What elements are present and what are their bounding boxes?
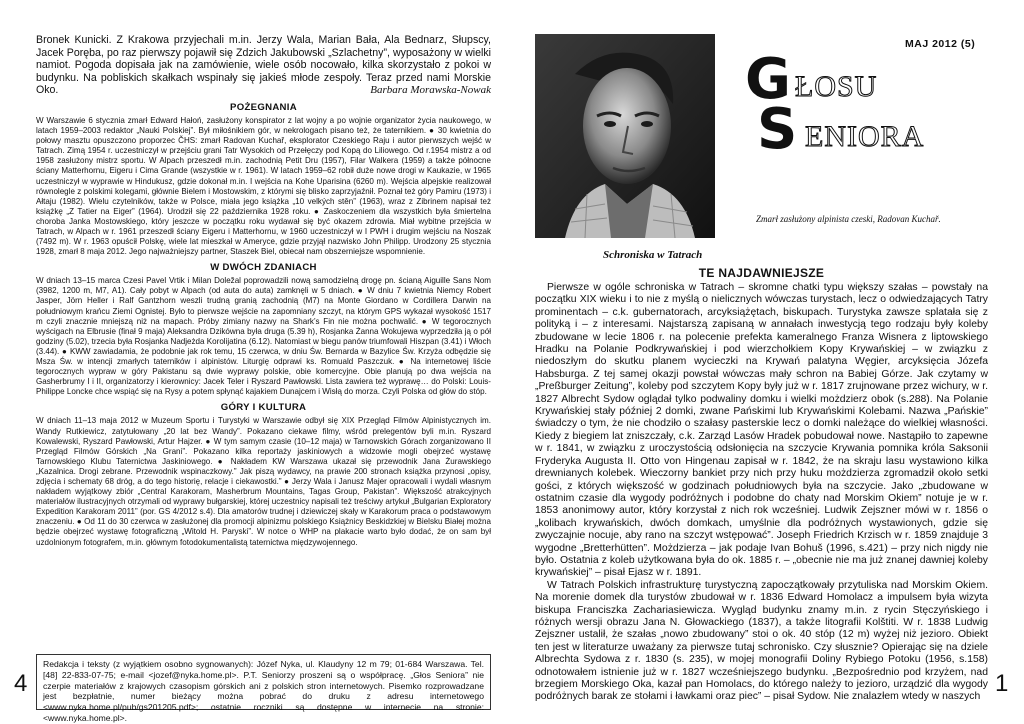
photo-caption: Zmarł zasłużony alpinista czeski, Radovan Kuchař. [756, 214, 941, 224]
section-title-w-dwoch-zdaniach: W DWÓCH ZDANIACH [210, 262, 317, 274]
article [535, 266, 988, 704]
section-text-w-dwoch-zdaniach: W dniach 13–15 marca Czesi Pavel Vrtik i Milan Doležal poprowadzili nową samodzielną drogę pn. ścianą Aiguille Sans Nom (3982, 1200 m, M7, A1). Cały pobyt w Alpach (od auta do auta) zamknęli w 5 dniach. ● W dniu 7 kwietnia Niemcy Robert Jasper, Jörn Heller i Ralf Gantzhorn weszli trudną granią zachodnią (M7) na Monte Giordano w Cordillera Darwin na południowym krańcu Ziemi Ognistej. Było to pierwsze wejście na zapomniany szczyt, na którym GPS wykazał wysokość 1517 m czyli znacznie mniejszą niż na mapach. Próby zimiany nazwy na Shark’s Fin nie można pochwalić. ● W tegorocznych wyścigach na Elbrusie (finał 9 maja) Aleksandra Dzikówna była druga (5.39 h), Rosjanka Żanna Wokujewa wyprzedziła ją o pół godziny (5.02), trzecia była Rosjanka Nadjeżda Korolijatina (6.12). Natomiast w biegu panów triumfowali Hiszpan (3.41) i Włoch (3.44). ● KWW zawiadamia, że podobnie jak rok temu, 15 czerwca, w dniu Św. Bernarda w Bazylice Św. Krzyża odbędzie się Msza Św. w intencji zmarłych taterników i alpinistów. Liturgię odprawi ks. Romuald Paszczuk. ● Na internetowej liście tegorocznych wypraw w góry Pakistanu są dwie wyprawy polskie, obie komercyjne. Obie planują po dwa wejścia na Gasherbrumy I i II, organizatorzy i kierownicy: Jacek Teler i Ryszard Pawłowski. Lista zawiera też wyprawę… do Polski: Louis-Philippe Loncke chce wspiąć się na Rysy a potem spłynąć kajakiem Dunajcem i Wisłą do morza. Czyli Polska od głów do stóp. [36, 276, 491, 397]
editorial-footer-box: Redakcja i teksty (z wyjątkiem osobno sygnowanych): Józef Nyka, ul. Klaudyny 12 m 79; 01-684 Warszawa. Tel. [48] 22-833-07-75; e-mail <jozef@nyka.home.pl>. P.T. Seniorzy proszeni są o współpracę. „Głos Seniora” nie czerpie materiałów z krajowych czasopism górskich ani z polskich stron internetowych. Pisemko rozprowadzane jest bezpłatnie, numer bieżący można pobrać do druku z adresu internetowego <www.nyka.home.pl/pub/gs201205.pdf>; ostatnie roczniki są dostępne w internecie na stronie: <www.nyka.home.pl>. [36, 654, 491, 710]
article-title: TE NAJDAWNIEJSZE [698, 266, 825, 280]
portrait-photo [535, 34, 715, 238]
masthead-letter-s: S [757, 97, 798, 162]
section-text-gory-i-kultura: W dniach 11–13 maja 2012 w Muzeum Sportu i Turystyki w Warszawie odbył się XIX Przegląd Filmów Alpinistycznych im. Wandy Rutkiewicz, zatytułowany „20 lat bez Wandy”. Pokazano ciekawe filmy, wśród prelegentów byli m.in. Ryszard Kowalewski, Ryszard Pawłowski, Artur Hajzer. ● W tym samym czasie (10–12 maja) w Tarnowskich Górach zorganizowano II Przegląd Filmów Górskich „Na Grani”. Pokazano kilka reportaży jaskiniowych a widzowie mogli obejrzeć wystawę Tarnowskiego Klubu Taternictwa Jaskiniowego. ● Nakładem KW Warszawa ukazał się przewodnik Jana Żurawskiego „Kazalnica. Drogi zebrane. Przewodnik wspinaczkowy.” Jak piszą wydawcy, na prawie 200 stronach książka przynosi „opisy, zdjęcia i schematy 68 dróg, a do tego historię, relacje i ciekawostki.” ● Jerzy Wala i Janusz Majer opracowali i wydali własnym nakładem wyjątkowy zbiór „Central Karakoram, Masherbrum Mountains, Tagas Group, Pakistan”. Większość atrakcyjnych materiałów ilustracyjnych otrzymali od wyprawy bułgarskiej, której uczestnicy napisali też treściwy artykuł „Bulgarian Exploratory Expedition Karakoram 2011” (por. GS 4/2012 s.4). Dla amatorów trudnej i dziewiczej skały w Karakorum praca o podstawowym znaczeniu. ● Od 11 do 30 czerwca w zasłużonej dla promocji alpinizmu polskiego Książnicy Beskidzkiej w Bielsku Białej można będzie obejrzeć wystawę fotograficzną „Witold H. Paryski”. W notce o WHP na plakacie warto było dodać, że on sam był uzdolnionym fotografem, m.in. głównym fotodokumentalistą taternictwa międzywojennego. [36, 416, 491, 547]
section-title-pozegnania: POŻEGNANIA [230, 101, 297, 113]
masthead-losu: ŁOSU [795, 70, 878, 103]
left-page-content [36, 34, 491, 548]
article-paragraph-2: W Tatrach Polskich infrastrukturę turystyczną zapoczątkowały przytuliska nad Morskim Okiem. Na morenie domek dla turystów zbudował w r. 1836 Edward Homolacz a impulsem była wizyta biskupa Franciszka Zachariasiewicza. Wygląd budynku znamy m.in. z rycin Stęczyńskiego i różnych wersji obrazu Jana N. Głowackiego (1837), a także litografii Kolštiti. W r. 1838 Ludwig Zejszner ustalił, że szałas „nowo zbudowany” stoi o ok. 40 stóp (12 m) wyżej niż jezioro. Obiekt ten jest w literaturze uważany za pierwsze tutaj schronisko. Czy słusznie? Opierając się na dziele Albrechta Sydowa z r. 1830 (s. 235), w mojej monografii Doliny Rybiego Potoku (1956, s.158) odnotowałem istnienie już w r. 1827 wcześniejszego budynku. „Bezpośrednio pod krzyżem, nad brzegiem Morskiego Oka, kazał pan Homolacs, do którego należy to jezioro, urządzić dla wygody podróżnych barak ze stołami i ławkami oraz piec” – pisał Sydow. Nie znalazłem wtedy w naszych [535, 579, 988, 703]
page-number-right: 1 [995, 670, 1009, 697]
intro-paragraph [36, 34, 491, 97]
article-paragraph-1: Pierwsze w ogóle schroniska w Tatrach – skromne chatki typu większy szałas – powstały na początku XIX wieku i to nie z myślą o nielicznych wówczas turystach, lecz o odwiedzających Tatry prominentach – c.k. gubernatorach, arcyksiążętach, biskupach. Turystyka zawsze splatała się z polityką i – z interesami. Najstarszą zapisaną w annałach inwestycją tego rodzaju były koleby zbudowane w lecie 1806 r. na polecenie prefekta kameralnego Franza Wisnera z liptowskiego Hradku na Polanie Podkrywańskiej i pod wierzchołkiem Kopy Krywańskiej – w związku z niedoszłym do skutku planem wycieczki na Krywań palatyna Węgier, arcyksięcia Józefa Habsburga. Z tej samej okazji powstał wówczas mały schron na Babiej Górze. Jak czytamy w „Preßburger Zeitung”, koleby pod szczytem Kopy były już w r. 1817 zrujnowane przez wichury, w r. 1827 Albrecht Sydow oglądał tylko podwaliny domku i wielki możdzierz obok (s.288). Na Polanie Krywańskiej stały później 2 domki, zwane Pańskimi lub Krywańskimi Kolebami. Nazwa „Pańskie” świadczy o tym, że nie chodziło o szałasy pasterskie lecz o domki należące do wielkiej własności. Kiedy z biegiem lat zniszczały, c.k. Zarząd Lasów Hradek pobudował nowe. Nastąpiło to zapewne w r. 1841, w związku z uroczystością odsłonięcia na szczycie Krywania pomnika króla Saksonii Fryderyka Augusta II. Otto von Hingenau zapisał w r. 1842, że na skraju lasu wystawiono kilka drewnianych kolebek. Wieczorny bankiet przy nich przy huku możdzierza zgromadził około setki gości, z których większość w godzinach południowych była na szczycie. Jako „zbudowane w ostatnim czasie dla wygody podróżnych i podobne do chaty nad Morskim Okiem” notuje je w r. 1853 anonimowy autor, który korzystał z nich rok wcześniej. Ludwik Zejszner mówi w r. 1856 o „kolibach krywańskich, dwóch domkach, umyślnie dla podróżnych wystawionych, gdzie się zwyczajnie nocuje, aby rano na szczyt wstępować”. Joseph Friedrich Krzisch w r. 1859 znajduje 3 wygodne „Bretterhütten”. Możdzierza – jak podaje Ivan Bohuš (1996, s.421) – przy nich nigdy nie było. Ostatnia z koleb użytkowana była do ok. 1885 r. – „obecnie nie ma już znanej dawniej koleby krywańskiej” – pisał Ejasz w r. 1891. [535, 282, 988, 579]
intro-text: Bronek Kunicki. Z Krakowa przyjechali m.in. Jerzy Wala, Marian Bała, Ala Bednarz, Słupscy, Jacek Poręba, po raz pierwszy pojawił się Zdzich Jakubowski „Szlachetny”, wyposażony w wielki namiot. Pogoda dopisała jak na zamówienie, wiele osób nocowało, kilka skorzystało z pokoi w budynku. Na pobliskich skałkach wspinały się jakieś młode zespoły. Teraz przed nami Morskie Oko. [36, 34, 491, 97]
intro-signature: Barbara Morawska-Nowak [370, 84, 491, 97]
section-title-gory-i-kultura: GÓRY I KULTURA [220, 402, 307, 414]
page-number-left: 4 [14, 670, 28, 697]
section-text-pozegnania: W Warszawie 6 stycznia zmarł Edward Hałoń, zasłużony konspirator z lat wojny a po wojnie organizator życia naukowego, w latach 1959–2003 redaktor „Nauki Polskiej”. Był miłośnikiem gór, w nekrologach pisano też, że taternikiem. ● 30 kwietnia do połowy masztu opuszczono proporzec ČHS: zmarł Radovan Kuchař, eksplorator Czeskiego Raju i autor pierwszych wejść w Tatrach. Zimą 1954 r. uczestniczył w przejściu grani Tatr Wysokich od Przełęczy pod Kopą do Liliowego. Od r.1954 mistrz a od 1958 zasłużony mistrz sportu. W Alpach przeszedł m.in. zachodnią Petit Dru (1957), Filar Walkera (1959) a także północne ściany Matterhornu, Eigeru i Cima Grande (wszystkie w r. 1961). W latach 1959–62 robił duże nowe drogi w Kaukazie, w 1965 uczestniczył w wyprawie w Hindukusz, gdzie dokonał m.in. I wejścia na Kohe Uparisina (6260 m). Wejścia alpejskie realizował równolegle z polskimi kolegami, głównie Bielem i Mostowskim, z którymi się blisko zaprzyjaźnił. Poznał też góry Pamiru (1973) i Ałtaju (1982). Wielu czytelników, także w Polsce, miała jego książka „10 velkých stěn” (1963), wraz z Zibrinem napisał też książkę „Z Tatier na Eiger” (1964). Urodził się 22 października 1928 roku. ● Zaskoczeniem dla wszystkich była śmiertelna choroba Janka Mostowskiego, który jeszcze w początku roku wydawał się być okazem zdrowia. Miał wybitne przejścia w Tatrach, w Alpach w r. 1961 przeszedł ściany Eigeru i Matterhornu, w 1960 uczestniczył w I PWH i drugim wejściu na Noszak (7492 m). W r. 1963 opuścił Polskę, wiele lat mieszkał w Ameryce, gdzie przyjął nazwisko John Philipp. Urodzony 25 stycznia 1928, zmarł 8 maja 2012. Jego najważniejszy partner, Staszek Biel, obiecał nam obszerniejsze wspomnienie. [36, 115, 491, 257]
article-kicker: Schroniska w Tatrach [603, 249, 703, 261]
issue-date: MAJ 2012 (5) [905, 38, 976, 50]
masthead-letter-g: G [745, 47, 791, 112]
masthead-eniora: ENIORA [805, 120, 925, 153]
masthead-logo [745, 47, 995, 162]
portrait-illustration [535, 34, 715, 238]
